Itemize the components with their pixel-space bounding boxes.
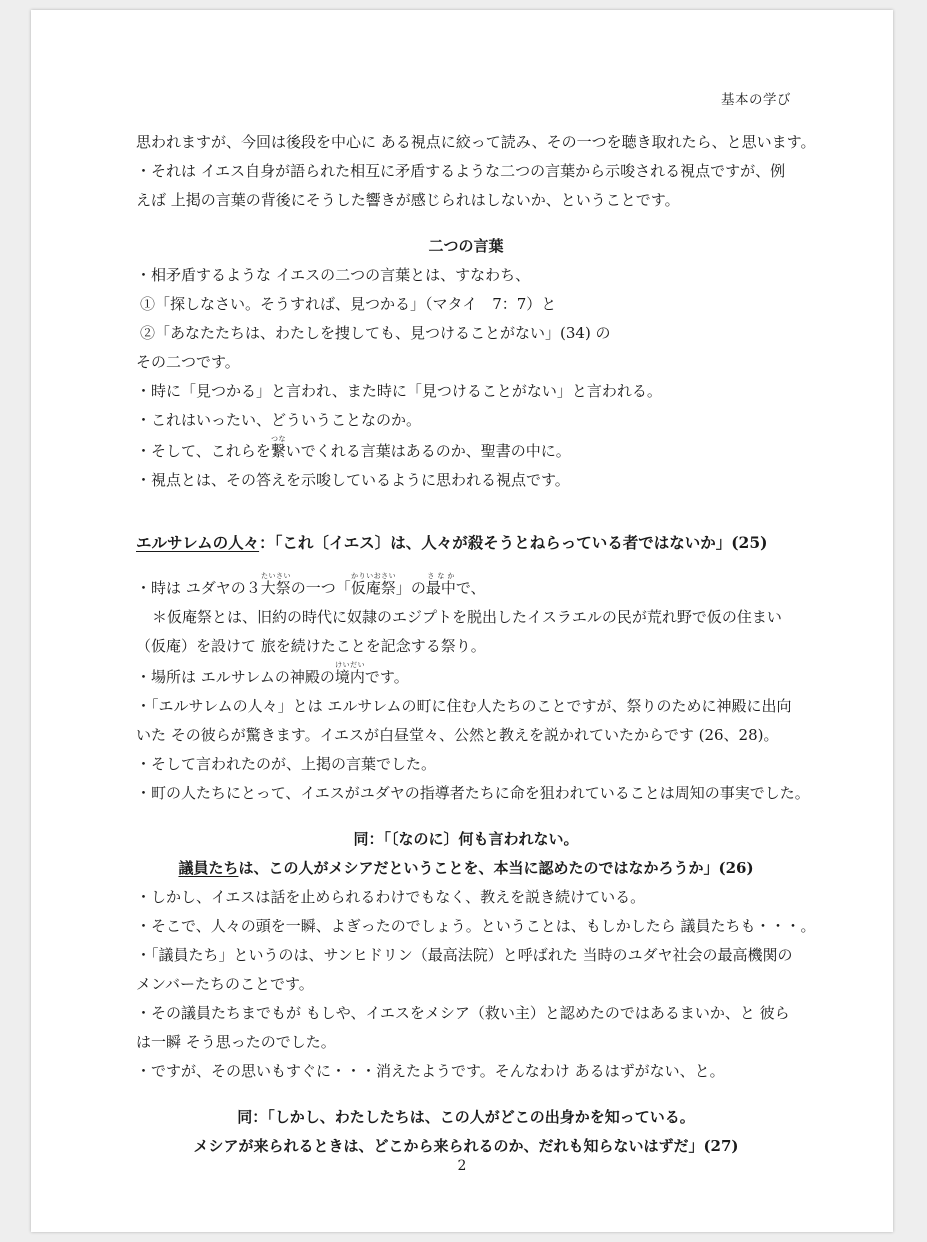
section3-line-4: ・その議員たちまでもが もしや、イエスをメシア（救い主）と認めたのではあるまいか、と 彼らは一瞬 そう思ったのでした。 — [136, 1004, 790, 1051]
heading-quote: ：「これ〔イエス〕は、人々が殺そうとねらっている者ではないか」(25) — [259, 532, 768, 552]
section1-line-8: ・視点とは、その答えを示唆しているように思われる視点です。 — [136, 471, 570, 489]
section4-heading-line-1: 同：「しかし、わたしたちは、この人がどこの出身かを知っている。 — [237, 1108, 695, 1126]
text-span: の一つ「 — [290, 579, 351, 597]
section-heading-two-words: 二つの言葉 — [428, 237, 504, 255]
ruby-reading: つな — [270, 435, 286, 443]
ruby-reading: さなか — [425, 572, 456, 580]
section1-line-5: ・時に「見つかる」と言われ、また時に「見つけることがない」と言われる。 — [136, 382, 662, 400]
text-span: 」の — [395, 579, 426, 597]
ruby-base: 最中 — [425, 579, 456, 597]
text-span: で、 — [455, 579, 486, 597]
page-body — [136, 128, 816, 1161]
section3-line-1: ・しかし、イエスは話を止められるわけでもなく、教えを説き続けている。 — [136, 888, 646, 906]
ruby-word — [270, 435, 286, 460]
ruby-base: 繋 — [270, 442, 286, 460]
ruby-base: 仮庵祭 — [350, 579, 396, 597]
text-span: です。 — [364, 668, 409, 686]
section3-heading-line-2 — [136, 854, 796, 883]
heading-quote: は、この人がメシアだということを、本当に認めたのではなかろうか」(26) — [238, 859, 754, 877]
section2-line-4: ・「エルサレムの人々」とは エルサレムの町に住む人たちのことですが、祭りのために神殿に出向いた その彼らが驚きます。イエスが白昼堂々、公然と教えを説かれていたからです (26、28)。 — [136, 697, 792, 744]
text-span: いでくれる言葉はあるのか、聖書の中に。 — [285, 442, 571, 460]
section1-line-4: その二つです。 — [136, 353, 240, 371]
document-page — [31, 10, 893, 1232]
section3-heading-line-1: 同：「〔なのに〕何も言われない。 — [353, 830, 579, 848]
section2-note: ＊仮庵祭とは、旧約の時代に奴隷のエジプトを脱出したイスラエルの民が荒れ野で仮の住まい（仮庵）を設けて 旅を続けたことを記念する祭り。 — [136, 608, 782, 655]
ruby-reading: かりいおさい — [350, 572, 396, 580]
text-span: ・そして、これらを — [136, 442, 271, 460]
section3-line-2: ・そこで、人々の頭を一瞬、よぎったのでしょう。ということは、もしかしたら 議員たちも・・・。 — [136, 917, 816, 935]
section2-line-5: ・そして言われたのが、上掲の言葉でした。 — [136, 755, 437, 773]
section1-line-3: ②「あなたたちは、わたしを捜しても、見つけることがない」(34) の — [140, 324, 611, 342]
intro-line-1: 思われますが、今回は後段を中心に ある視点に絞って読み、その一つを聴き取れたら、と思います。 — [136, 133, 816, 151]
ruby-reading: けいだい — [334, 661, 365, 669]
ruby-word — [260, 572, 291, 597]
section2-line-3 — [136, 661, 796, 692]
section2-line-1 — [136, 572, 796, 603]
text-span: ・場所は エルサレムの神殿の — [136, 668, 335, 686]
heading-subject: 議員たち — [178, 859, 239, 877]
section1-line-7 — [136, 435, 796, 466]
section2-line-6: ・町の人たちにとって、イエスがユダヤの指導者たちに命を狙われていることは周知の事実でした。 — [136, 784, 810, 802]
running-header: 基本の学び — [721, 92, 791, 108]
ruby-base: 大祭 — [260, 579, 291, 597]
page-number: 2 — [457, 1158, 467, 1174]
ruby-base: 境内 — [334, 668, 365, 686]
section1-line-6: ・これはいったい、どういうことなのか。 — [136, 411, 422, 429]
ruby-word — [425, 572, 456, 597]
intro-line-2: ・それは イエス自身が語られた相互に矛盾するような二つの言葉から示唆される視点ですが、例えば 上掲の言葉の背後にそうした響きが感じられはしないか、ということです。 — [136, 162, 786, 209]
section1-line-2: ①「探しなさい。そうすれば、見つかる」（マタイ 7：7）と — [140, 295, 557, 313]
ruby-reading: たいさい — [260, 572, 291, 580]
ruby-word — [334, 661, 365, 686]
section4-heading-line-2: メシアが来られるときは、どこから来られるのか、だれも知らないはずだ」(27) — [193, 1137, 739, 1155]
text-span: ・時は ユダヤの３ — [136, 579, 261, 597]
section-heading-jerusalem — [136, 528, 796, 557]
section3-line-5: ・ですが、その思いもすぐに・・・消えたようです。そんなわけ あるはずがない、と。 — [136, 1062, 725, 1080]
ruby-word — [350, 572, 396, 597]
section1-line-1: ・相矛盾するような イエスの二つの言葉とは、すなわち、 — [136, 266, 531, 284]
heading-subject: エルサレムの人々 — [136, 532, 260, 552]
section3-line-3: ・「議員たち」というのは、サンヒドリン（最高法院）と呼ばれた 当時のユダヤ社会の最高機関のメンバーたちのことです。 — [136, 946, 793, 993]
